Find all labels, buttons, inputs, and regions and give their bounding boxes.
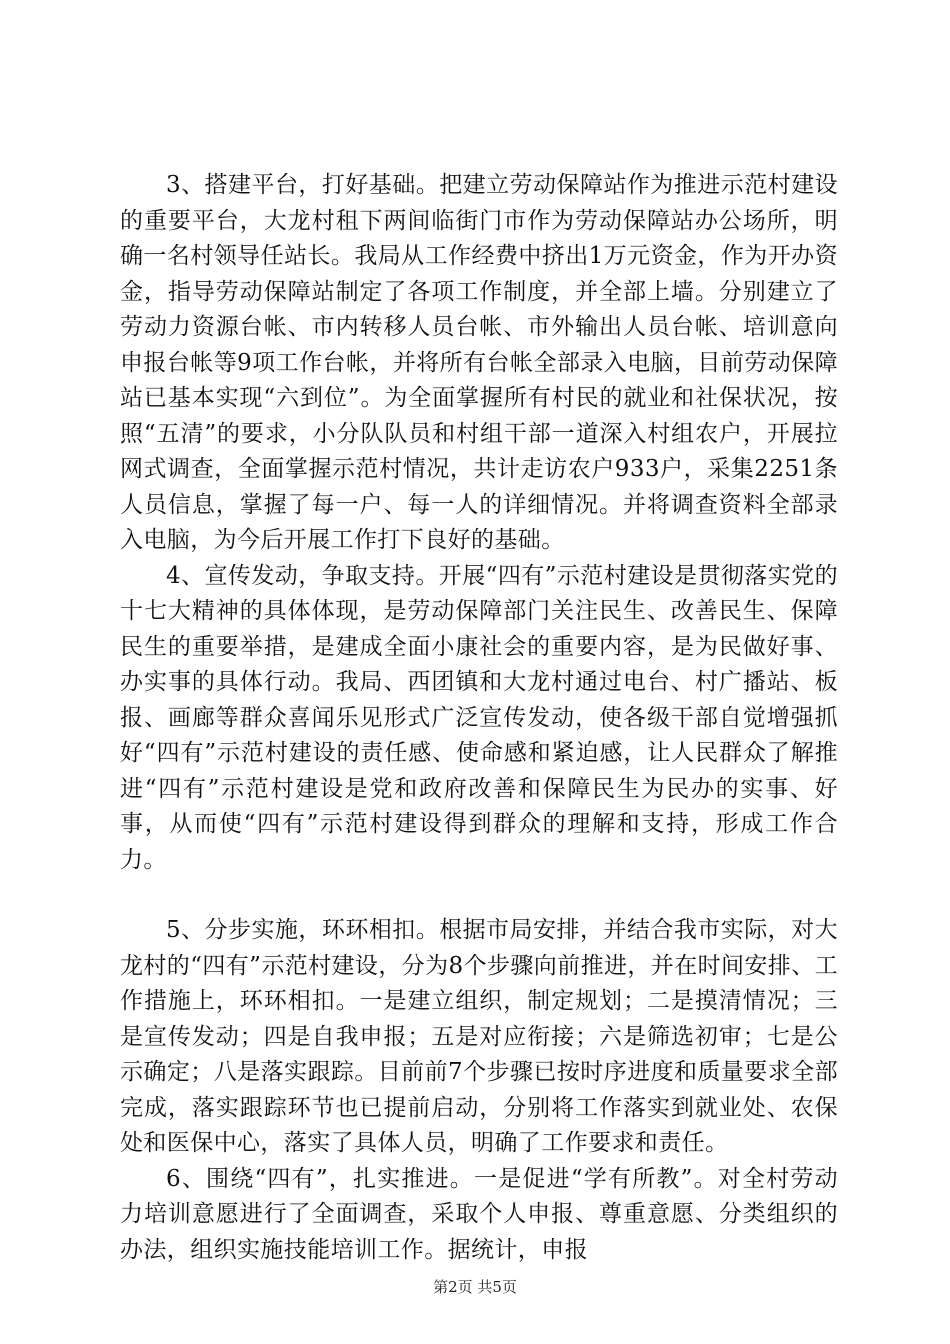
page-number-footer: 第2页 共5页 xyxy=(433,1278,517,1296)
document-body xyxy=(120,168,838,1268)
paragraph-4-publicity: 4、宣传发动，争取支持。开展“四有”示范村建设是贯彻落实党的十七大精神的具体体现，是劳动保障部门关注民生、改善民生、保障民生的重要举措，是建成全面小康社会的重要内容，是为民做好事、办实事的具体行动。我局、西团镇和大龙村通过电台、村广播站、板报、画廊等群众喜闻乐见形式广泛宣传发动，使各级干部自觉增强抓好“四有”示范村建设的责任感、使命感和紧迫感，让人民群众了解推进“四有”示范村建设是党和政府改善和保障民生为民办的实事、好事，从而使“四有”示范村建设得到群众的理解和支持，形成工作合力。 xyxy=(120,562,838,873)
paragraph-5-steps: 5、分步实施，环环相扣。根据市局安排，并结合我市实际，对大龙村的“四有”示范村建设，分为8个步骤向前推进，并在时间安排、工作措施上，环环相扣。一是建立组织，制定规划；二是摸清情况；三是宣传发动；四是自我申报；五是对应衔接；六是筛选初审；七是公示确定；八是落实跟踪。目前前7个步骤已按时序进度和质量要求全部完成，落实跟踪环节也已提前启动，分别将工作落实到就业处、农保处和医保中心，落实了具体人员，明确了工作要求和责任。 xyxy=(120,917,838,1156)
paragraph-6-four-haves: 6、围绕“四有”，扎实推进。一是促进“学有所教”。对全村劳动力培训意愿进行了全面调查，采取个人申报、尊重意愿、分类组织的办法，组织实施技能培训工作。据统计，申报 xyxy=(120,1165,838,1263)
paragraph-3-platform: 3、搭建平台，打好基础。把建立劳动保障站作为推进示范村建设的重要平台，大龙村租下两间临街门市作为劳动保障站办公场所，明确一名村领导任站长。我局从工作经费中挤出1万元资金，作为开办资金，指导劳动保障站制定了各项工作制度，并全部上墙。分别建立了劳动力资源台帐、市内转移人员台帐、市外输出人员台帐、培训意向申报台帐等9项工作台帐，并将所有台帐全部录入电脑，目前劳动保障站已基本实现“六到位”。为全面掌握所有村民的就业和社保状况，按照“五清”的要求，小分队队员和村组干部一道深入村组农户，开展拉网式调查，全面掌握示范村情况，共计走访农户933户，采集2251条人员信息，掌握了每一户、每一人的详细情况。并将调查资料全部录入电脑，为今后开展工作打下良好的基础。 xyxy=(120,172,838,553)
